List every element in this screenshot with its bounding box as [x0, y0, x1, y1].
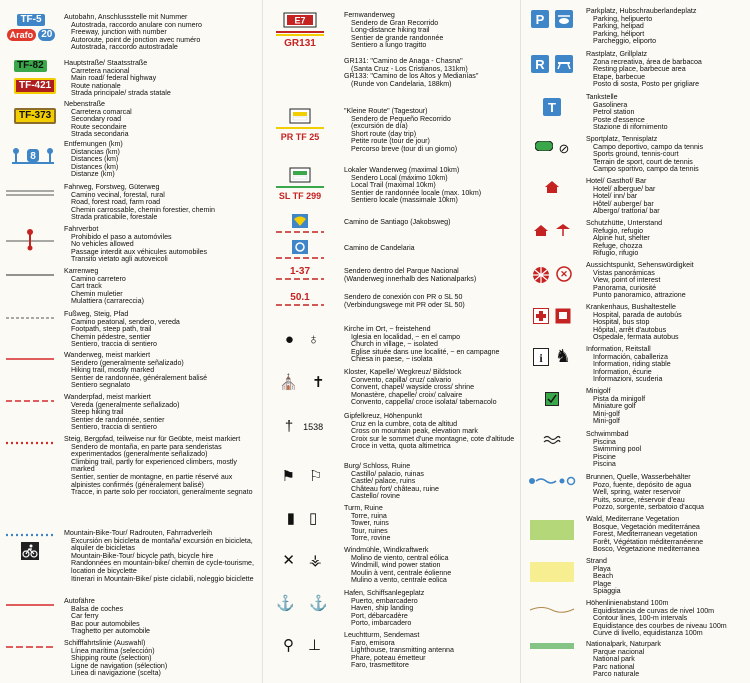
legend-entry-long-distance-trail: E7 GR131 Fernwanderweg Sendero de Gran Recorrido Long-distance hiking trail Sentier de grande randonnée Sentiero a lungo tragitto GR131: "Camino de Anaga - Chasna" (Santa Cruz - Los Cristianos, 131km) GR133: "Camino de los Altos y Medianías" (Runde von Candelaria, 188km) — [264, 12, 522, 102]
legend-entry-camino-santiago: Camino de Santiago (Jakobsweg) — [264, 214, 522, 240]
wind-turbine-icon: ⚶ — [308, 552, 322, 569]
legend-entry-windmill: ✕ ⚶ Windmühle, Windkraftwerk Molino de viento, central eólica Windmill, wind power station Moulin à vent, centrale éolienne Mulino a vento, centrale eolica — [282, 546, 452, 585]
cart-track-line-icon — [4, 272, 56, 278]
legend-entry-footpath: Fußweg, Steig, Pfad Camino peatonal, sendero, vereda Footpath, steep path, trail Chemin pédestre, sentier Sentiero, traccia di sentiero — [0, 311, 262, 351]
legend-column-trails-sights — [264, 0, 522, 683]
legend-entry-harbour: ⚓ ⚓ Hafen, Schiffsanlegeplatz Puerto, embarcadero Haven, ship landing Port, débarcadère Porto, imbarcadero — [276, 589, 425, 628]
bike-route-line-icon — [4, 532, 56, 538]
legend-entry-tower: ▮ ▯ Turm, Ruine Torre, ruina Tower, ruins Tour, ruines Torre, rovine — [286, 504, 391, 543]
legend-entry-information: i ♞ Information, Reitstall Información, caballeriza Information, riding stable Information, écurie Informazioni, scuderia — [522, 346, 750, 388]
elevation-label: 1538 — [303, 422, 324, 432]
legend-entry-minigolf: Minigolf Pista da minigolf Miniature golf Mini-golf Mini-golf — [522, 388, 750, 430]
no-vehicles-icon — [4, 228, 56, 252]
svg-text:T: T — [548, 100, 556, 115]
distance-markers-icon — [4, 145, 60, 167]
legend-entry-lighthouse: ⚲ ⊥ Leuchtturm, Sendemast Faro, emisora Lighthouse, transmitting antenna Phare, poteau émetteur Faro, trasmettitore — [282, 631, 454, 670]
trail-501-label: 50.1 — [290, 292, 310, 303]
legend-entry-short-route: PR TF 25 "Kleine Route" (Tagestour) Sendero de Pequeño Recorrido (excursión de día) Short route (day trip) Petite route (tour de jour) Percorso breve (tour di un giorno) — [264, 108, 522, 160]
harbour-icon: ⚓ — [276, 595, 295, 612]
gr-line-icon — [274, 30, 326, 36]
svg-text:✕: ✕ — [560, 269, 568, 279]
shelter-icon — [555, 223, 571, 237]
petrol-station-icon — [543, 98, 561, 116]
swimming-pool-icon — [543, 433, 561, 447]
information-icon — [533, 348, 549, 366]
candelaria-line-icon — [274, 256, 326, 260]
badge-tf421: TF-421 — [14, 78, 56, 94]
legend-entry-alpine-hut: Schutzhütte, Unterstand Refugio, refugio Alpine hut, shelter Refuge, chozza Rifugio, rifugio — [522, 220, 750, 262]
badge-tf5: TF-5 — [17, 14, 44, 26]
legend-entry-beach: Strand Playa Beach Plage Spiaggia — [522, 558, 750, 600]
legend-entry-climbing-trail: Steig, Bergpfad, teilweise nur für Geübte, meist markiert Sendero de montaña, en parte para senderistas experimentados (generalmente señalizado) Climbing trail, partly for experienced climbers, mostly marked Sentier, sentier de montagne, en partie réservé aux alpinistes confirmés (généralement balisé) Tracce, in parte solo per rocciatori, generalmente segnato — [0, 436, 262, 528]
trail-137-label: 1-37 — [289, 266, 310, 277]
svg-text:R: R — [535, 57, 545, 72]
svg-text:P: P — [535, 12, 545, 27]
gr131-label: GR131 — [284, 38, 316, 49]
sl-sign-icon — [289, 167, 311, 183]
sl-line-icon — [274, 185, 326, 189]
legend-entry-viewpoint: ✕ Aussichtspunkt, Sehenswürdigkeit Vistas panorámicas View, point of interest Panorama, curiosité Punto panoramico, attrazione — [522, 262, 750, 304]
farm-road-line-icon — [4, 188, 56, 198]
legend-entry-mountain-bike: Mountain-Bike-Tour/ Radrouten, Fahrradverleih Excursión en bicicleta de montaña/ excursión en bicicleta, alquiler de bicicletas Mountain-Bike-Tour/ bicycle path, bicycle hire Randonnées en mountain-bike/ chemin de cycle-tourisme, location de bicyclette Itinerari in Mountain-Bike/ piste ciclabili, noleggio biciclette — [0, 530, 262, 596]
pr-line-icon — [274, 126, 326, 130]
shipping-route-line-icon — [4, 644, 56, 650]
church-village-icon: ● — [284, 331, 294, 348]
candelaria-icon — [292, 240, 308, 254]
windmill-icon: ✕ — [282, 552, 295, 569]
legend-entry-main-road: TF-82 TF-421 Hauptstraße/ Staatsstraße Carretera nacional Main road/ federal highway Route nationale Strada principale/ strada statale — [0, 60, 262, 100]
legend-entry-church: ● ♁ Kirche im Ort, ~ freistehend Iglesia en localidad, ~ en el campo Church in village, ~ isolated Eglise située dans une localité, ~ en campagne Chiesa in paese, ~ isolata — [284, 325, 500, 364]
svg-text:E7: E7 — [294, 15, 306, 26]
minigolf-icon — [545, 392, 559, 406]
summit-cross-icon: † — [284, 418, 294, 435]
legend-entry-hospital: Krankenhaus, Bushaltestelle Hospital, parada de autobús Hospital, bus stop Hôpital, arrêt d'autobus Ospedale, fermata autobus — [522, 304, 750, 346]
steep-trail-line-icon — [4, 398, 56, 404]
tennis-racket-icon: ⊘ — [558, 141, 570, 156]
legend-entry-summit-cross: † 1538 Gipfelkreuz, Höhenpunkt Cruz en la cumbre, cota de altitud Cross on mountain peak, elevation mark Croix sur le sommet d'une montagne, cote d'altitude Croce in vetta, quota altimetrica — [284, 412, 515, 451]
rest-area-icon — [531, 55, 549, 73]
alpine-hut-icon — [533, 223, 549, 237]
legend-entry-national-park: Nationalpark, Naturpark Parque nacional National park Parc national Parco naturale — [522, 641, 750, 683]
viewpoint-icon — [532, 266, 550, 284]
legend-entry-contour-lines: Höhenlinienabstand 100m Equidistancia de curvas de nivel 100m Contour lines, 100-m intervals Equidistance des courbes de niveau 100m Curve di livello, equidistanza 100m — [522, 600, 750, 640]
legend-entry-local-trail: SL TF 299 Lokaler Wanderweg (maximal 10km) Sendero Local (máximo 10km) Local Trail (maximal 10km) Sentier de randonnée locale (max. 10km) Sentiero locale (massimale 10km) — [264, 167, 522, 211]
e7-sign-icon — [283, 12, 317, 28]
tower-ruin-icon: ▯ — [309, 510, 318, 527]
legend-entry-swimming-pool: Schwimmbad Piscina Swimming pool Piscine Piscina — [522, 431, 750, 475]
legend-entry-distances: 8 Entfernungen (km) Distancias (km) Distances (km) Distances (km) Distanze (km) — [0, 141, 262, 183]
badge-junction-20: 20 — [38, 29, 55, 41]
legend-entry-national-park-trail: 1-37 Sendero dentro del Parque Nacional (Wanderweg innerhalb des Nationalparks) — [264, 266, 522, 290]
ship-landing-icon: ⚓ — [309, 595, 328, 612]
legend-entry-autobahn — [0, 14, 262, 60]
legend-entry-car-ferry: Autofähre Balsa de coches Car ferry Bac pour automobiles Traghetto per automobile — [0, 598, 262, 638]
lighthouse-icon: ⚲ — [282, 637, 294, 654]
legend-entry-farm-road: Fahrweg, Forstweg, Güterweg Camino vecinal, forestal, rural Road, forest road, farm road Chemin carrossable, chemin forestier, chemin Strada praticabile, forestale — [0, 184, 262, 226]
legend-column-roads — [0, 0, 262, 683]
pr-sign-icon — [289, 108, 311, 124]
np-trail-line-icon — [274, 277, 326, 281]
legend-entry-no-vehicles: Fahrverbot Prohibido el paso a automóviles No vehicles allowed Passage interdit aux véhicules automobiles Transito vietato agli autoveicoli — [0, 226, 262, 268]
legend-entry-petrol-station: T Tankstelle Gasolinera Petrol station Poste d'essence Stazione di rifornimento — [522, 94, 750, 136]
legend-entry-steep-hiking-trail: Wanderpfad, meist markiert Vereda (generalmente señalizado) Steep hiking trail Sentier de randonnée, sentier Sentiero, traccia di sentiero — [0, 394, 262, 434]
legend-entry-parking: P Parkplatz, Hubschrauberlandeplatz Parking, helipuerto Parking, helipad Parking, héliport Parcheggio, eliporto — [522, 8, 750, 54]
scallop-shell-icon — [292, 214, 308, 228]
helicopter-icon — [555, 10, 573, 28]
monastery-icon: ⛪ — [279, 374, 299, 391]
point-of-interest-icon — [556, 266, 572, 282]
legend-entry-camino-candelaria: Camino de Candelaria — [264, 240, 522, 264]
spring-well-icon — [526, 476, 578, 486]
sports-ground-icon — [535, 141, 553, 151]
national-park-swatch — [530, 643, 574, 649]
legend-entry-monastery: ⛪ ✝ Kloster, Kapelle/ Wegkreuz/ Bildstock Convento, capilla/ cruz/ calvario Convent, chapel/ wayside cross/ shrine Monastère, chapelle/ croix/ calvaire Convento, cappella/ croce isolata/ tabernacolo — [279, 368, 497, 407]
castle-icon: ⚑ — [281, 468, 295, 485]
legend-entry-rest-area: R Rastplatz, Grillplatz Zona recreativa, área de barbacoa Resting place, barbecue area Etape, barbecue Posto di sosta, Posto per grigliare — [522, 51, 750, 93]
legend-entry-shipping-route: Schifffahrtslinie (Auswahl) Línea marítima (selección) Shipping route (selection) Ligne de navigation (sélection) Linea di navigazione (scelta) — [0, 640, 262, 682]
badge-arafo: Arafo — [7, 29, 37, 41]
santiago-line-icon — [274, 230, 326, 234]
car-ferry-line-icon — [4, 602, 56, 608]
bus-stop-icon — [555, 308, 571, 324]
footpath-line-icon — [4, 315, 56, 321]
bicycle-icon — [21, 542, 39, 560]
legend-text: Autobahn, Anschlussstelle mit Nummer Autostrada, raccordo anulare con numero Freeway, junction with number Autoroute, point de jonction avec numéro Autostrada, raccordo autostradale — [64, 13, 202, 52]
legend-entry-secondary-road: TF-373 Nebenstraße Carretera comarcal Secondary road Route secondaire Strada secondaria — [0, 101, 262, 141]
contour-line-icon — [528, 604, 576, 614]
legend-entry-spring: Brunnen, Quelle, Wasserbehälter Pozo, fuente, depósito de agua Well, spring, water reservoir Puits, source, réservoir d'eau Pozzo, sorgente, serbatoio d'acqua — [522, 474, 750, 516]
sl-tf299-label: SL TF 299 — [278, 191, 322, 201]
distance-number: 8 — [30, 151, 36, 162]
hiking-trail-line-icon — [4, 356, 56, 362]
picnic-icon — [555, 55, 573, 73]
svg-text:i: i — [539, 351, 543, 365]
legend-entry-connection-trail: 50.1 Sendero de conexión con PR o SL 50 (Verbindungswege mit PR oder SL 50) — [264, 292, 522, 318]
hospital-icon — [533, 308, 549, 324]
church-isolated-icon: ♁ — [307, 331, 320, 348]
pr-tf25-label: PR TF 25 — [280, 132, 320, 142]
legend-entry-sports-ground: ⊘ Sportplatz, Tennisplatz Campo deportivo, campo da tennis Sports ground, tennis-court Terrain de sport, court de tennis Campo sportivo, campo da tennis — [522, 136, 750, 178]
legend-entry-castle: ⚑ ⚐ Burg/ Schloss, Ruine Castillo/ palacio, ruinas Castle/ palace, ruins Château fort/ château, ruine Castello/ rovine — [281, 462, 439, 501]
connection-line-icon — [274, 303, 326, 307]
hotel-icon — [544, 180, 560, 194]
legend-entry-hotel: Hotel/ Gasthof/ Bar Hotel/ albergue/ bar Hotel/ inn/ bar Hôtel/ auberge/ bar Albergo/ trattoria/ bar — [522, 178, 750, 220]
beach-swatch — [530, 562, 574, 582]
forest-swatch — [530, 520, 574, 540]
badge-tf82: TF-82 — [14, 60, 47, 72]
legend-entry-cart-track: Karrenweg Camino carretero Cart track Chemin muletier Mulattiera (carrareccia) — [0, 268, 262, 310]
legend-entry-forest: Wald, Mediterrane Vegetation Bosque, Vegetación mediterránea Forest, Mediterranean vegetation Forêt, Végétation méditerranéenne Bosco, Vegetazione mediterranea — [522, 516, 750, 558]
castle-ruin-icon: ⚐ — [309, 468, 323, 485]
column-divider — [262, 0, 263, 683]
tower-icon: ▮ — [286, 510, 295, 527]
legend-entry-hiking-trail: Wanderweg, meist markiert Sendero (generalmente señalizado) Hiking trail, mostly marked Sentier de randonnée, généralement balisé Sentiero segnalato — [0, 352, 262, 392]
parking-icon — [531, 10, 549, 28]
riding-stable-icon: ♞ — [554, 346, 572, 366]
antenna-icon: ⊥ — [307, 637, 322, 654]
wayside-cross-icon: ✝ — [312, 374, 325, 391]
legend-column-facilities — [522, 0, 750, 683]
column-divider — [520, 0, 521, 683]
climbing-trail-line-icon — [4, 440, 56, 446]
badge-tf373: TF-373 — [14, 108, 56, 124]
